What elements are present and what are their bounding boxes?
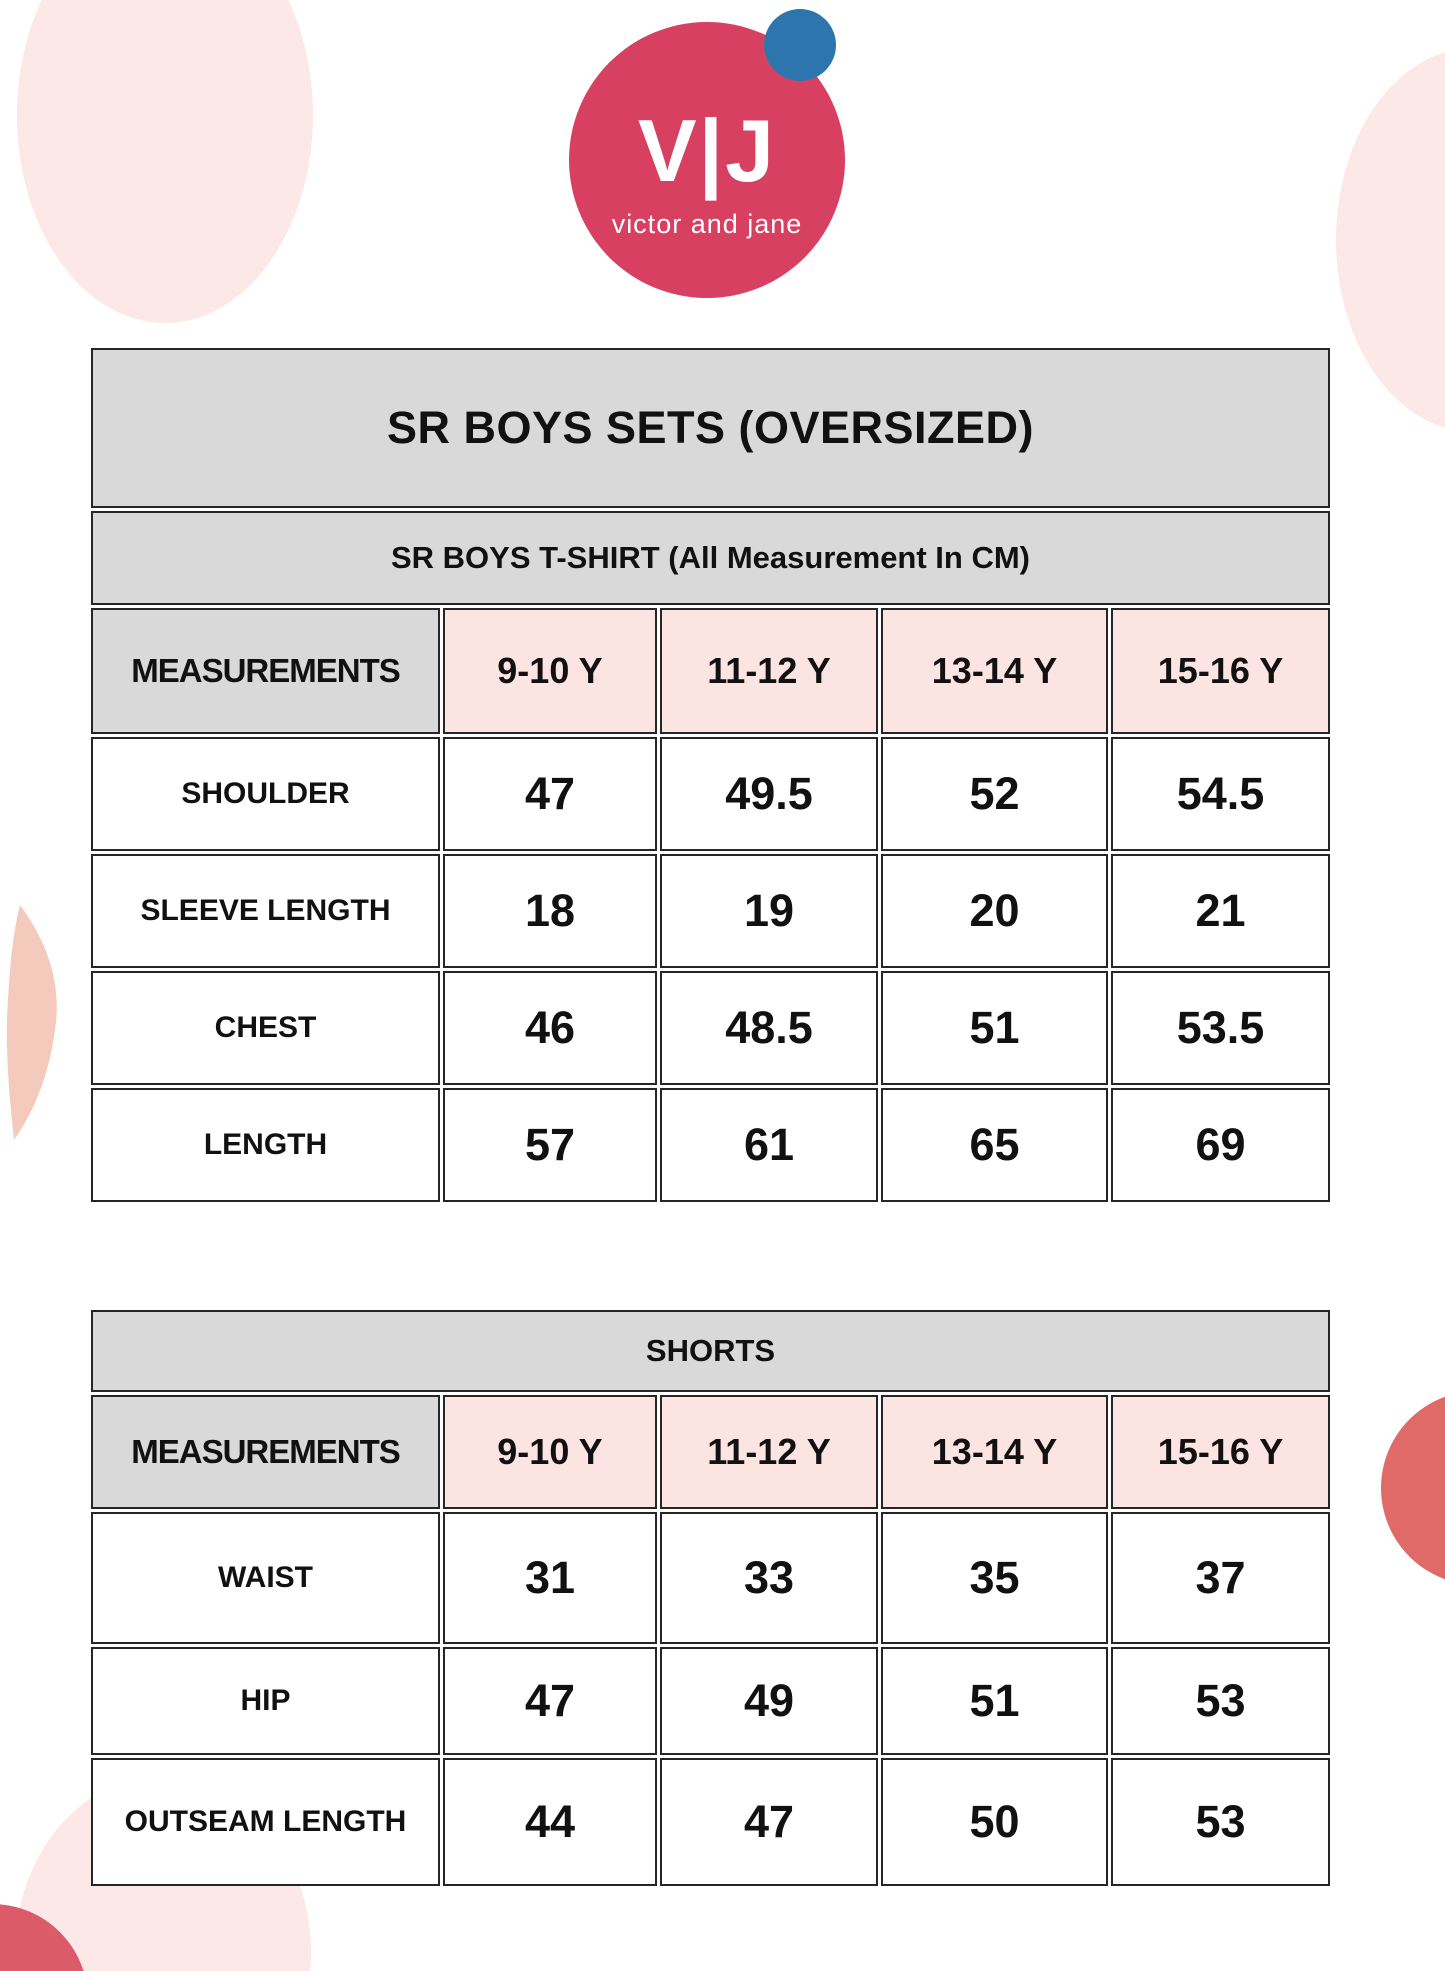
cell-value: 52 <box>881 737 1108 851</box>
logo-blue-dot-icon <box>764 9 836 81</box>
table-row <box>91 854 1330 968</box>
cell-value: 61 <box>660 1088 878 1202</box>
cell-value: 44 <box>443 1758 657 1886</box>
column-header-size: 9-10 Y <box>443 1395 657 1509</box>
cell-value: 18 <box>443 854 657 968</box>
row-label: SLEEVE LENGTH <box>91 854 440 968</box>
column-header-size: 11-12 Y <box>660 608 878 734</box>
cell-value: 50 <box>881 1758 1108 1886</box>
table-title: SR BOYS SETS (OVERSIZED) <box>91 348 1330 508</box>
column-header-size: 13-14 Y <box>881 1395 1108 1509</box>
cell-value: 69 <box>1111 1088 1330 1202</box>
cell-value: 35 <box>881 1512 1108 1644</box>
cell-value: 47 <box>443 737 657 851</box>
table-row <box>91 971 1330 1085</box>
cell-value: 53 <box>1111 1758 1330 1886</box>
cell-value: 21 <box>1111 854 1330 968</box>
table-row <box>91 1647 1330 1755</box>
cell-value: 53.5 <box>1111 971 1330 1085</box>
tshirt-size-table <box>88 345 1333 1205</box>
row-label: LENGTH <box>91 1088 440 1202</box>
cell-value: 51 <box>881 1647 1108 1755</box>
cell-value: 48.5 <box>660 971 878 1085</box>
cell-value: 19 <box>660 854 878 968</box>
column-header-size: 13-14 Y <box>881 608 1108 734</box>
shorts-size-table <box>88 1307 1333 1889</box>
column-header-measurements: MEASUREMENTS <box>91 1395 440 1509</box>
row-label: SHOULDER <box>91 737 440 851</box>
column-header-size: 15-16 Y <box>1111 608 1330 734</box>
table-row <box>91 1512 1330 1644</box>
cell-value: 47 <box>443 1647 657 1755</box>
logo-brand-name: victor and jane <box>611 208 803 239</box>
cell-value: 54.5 <box>1111 737 1330 851</box>
cell-value: 51 <box>881 971 1108 1085</box>
cell-value: 53 <box>1111 1647 1330 1755</box>
cell-value: 49.5 <box>660 737 878 851</box>
logo-monogram: V|J <box>637 100 777 200</box>
row-label: OUTSEAM LENGTH <box>91 1758 440 1886</box>
column-header-size: 9-10 Y <box>443 608 657 734</box>
table-row <box>91 737 1330 851</box>
cell-value: 57 <box>443 1088 657 1202</box>
brand-logo <box>569 22 845 298</box>
column-header-size: 11-12 Y <box>660 1395 878 1509</box>
cell-value: 20 <box>881 854 1108 968</box>
table-subtitle: SR BOYS T-SHIRT (All Measurement In CM) <box>91 511 1330 605</box>
cell-value: 65 <box>881 1088 1108 1202</box>
cell-value: 46 <box>443 971 657 1085</box>
row-label: CHEST <box>91 971 440 1085</box>
cell-value: 37 <box>1111 1512 1330 1644</box>
column-header-measurements: MEASUREMENTS <box>91 608 440 734</box>
cell-value: 31 <box>443 1512 657 1644</box>
table-row <box>91 1758 1330 1886</box>
table-title: SHORTS <box>91 1310 1330 1392</box>
cell-value: 49 <box>660 1647 878 1755</box>
cell-value: 33 <box>660 1512 878 1644</box>
cell-value: 47 <box>660 1758 878 1886</box>
column-header-size: 15-16 Y <box>1111 1395 1330 1509</box>
row-label: WAIST <box>91 1512 440 1644</box>
row-label: HIP <box>91 1647 440 1755</box>
table-row <box>91 1088 1330 1202</box>
